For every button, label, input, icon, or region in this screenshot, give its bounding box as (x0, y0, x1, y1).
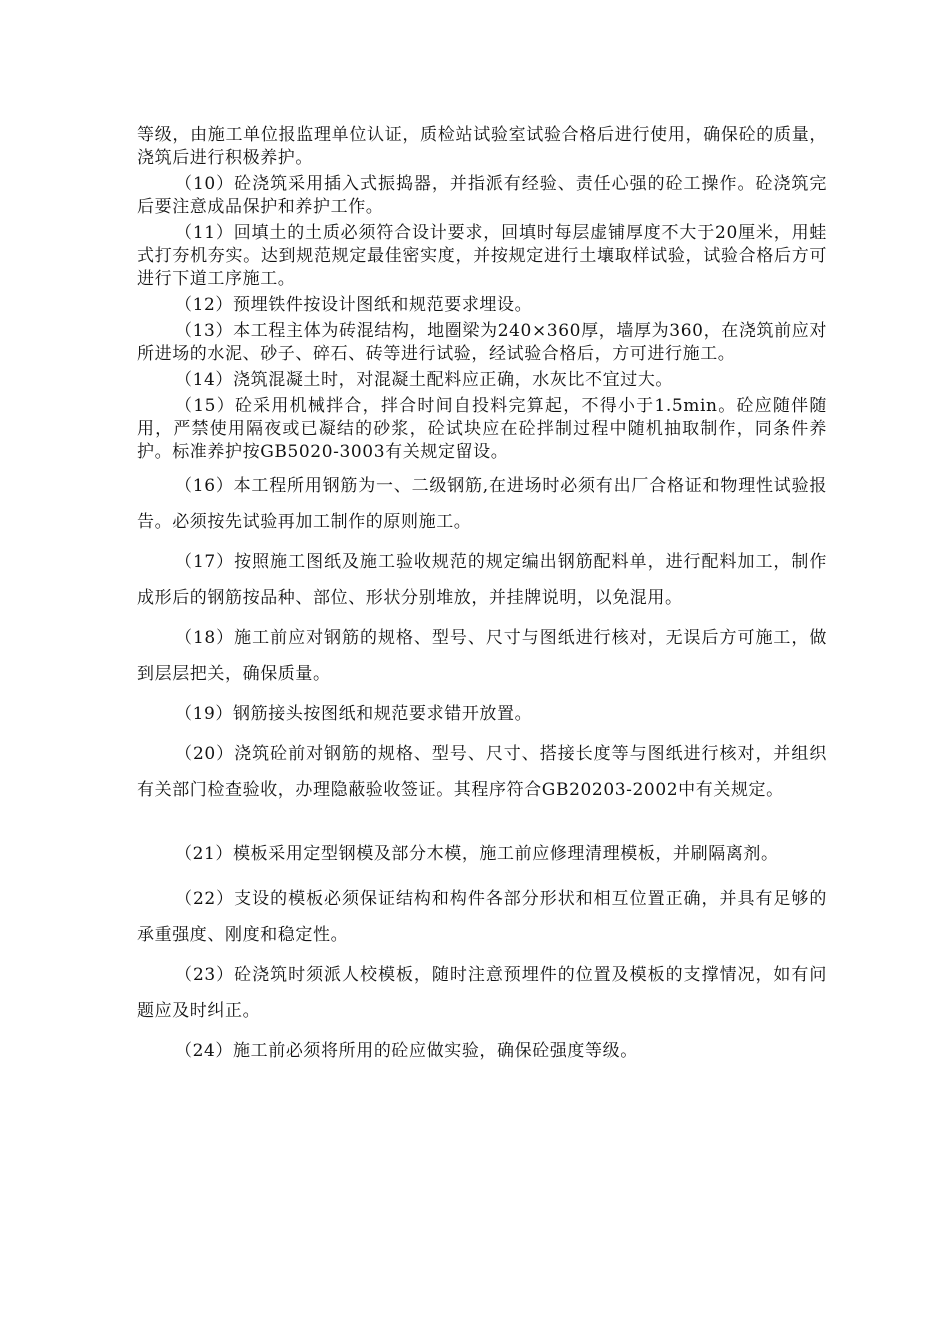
paragraph-14: （14）浇筑混凝土时，对混凝土配料应正确，水灰比不宜过大。 (175, 370, 674, 390)
paragraph-24: （24）施工前必须将所用的砼应做实验，确保砼强度等级。 (175, 1041, 638, 1061)
paragraph-continuation: 等级，由施工单位报监理单位认证，质检站试验室试验合格后进行使用，确保砼的质量，浇筑后进行积极养护。 (137, 125, 827, 168)
paragraph-16: （16）本工程所用钢筋为一、二级钢筋,在进场时必须有出厂合格证和物理性试验报告。必须按先试验再加工制作的原则施工。 (137, 476, 827, 532)
paragraph-15: （15）砼采用机械拌合，拌合时间自投料完算起，不得小于1.5min。砼应随伴随用，严禁使用隔夜或已凝结的砂浆，砼试块应在砼拌制过程中随机抽取制作，同条件养护。标准养护按GB5020-3003有关规定留设。 (137, 396, 827, 462)
paragraph-20: （20）浇筑砼前对钢筋的规格、型号、尺寸、搭接长度等与图纸进行核对，并组织有关部门检查验收，办理隐蔽验收签证。其程序符合GB20203-2002中有关规定。 (137, 744, 827, 800)
paragraph-12: （12）预埋铁件按设计图纸和规范要求埋设。 (175, 295, 533, 315)
paragraph-18: （18）施工前应对钢筋的规格、型号、尺寸与图纸进行核对，无误后方可施工，做到层层把关，确保质量。 (137, 628, 827, 684)
paragraph-23: （23）砼浇筑时须派人校模板，随时注意预埋件的位置及模板的支撑情况，如有问题应及时纠正。 (137, 965, 827, 1021)
paragraph-21: （21）模板采用定型钢模及部分木模，施工前应修理清理模板，并刷隔离剂。 (175, 844, 779, 864)
paragraph-13: （13）本工程主体为砖混结构，地圈梁为240×360厚，墙厚为360，在浇筑前应对所进场的水泥、砂子、碎石、砖等进行试验，经试验合格后，方可进行施工。 (137, 321, 827, 364)
document-body (137, 124, 827, 1069)
paragraph-22: （22）支设的模板必须保证结构和构件各部分形状和相互位置正确，并具有足够的承重强度、刚度和稳定性。 (137, 889, 827, 945)
paragraph-11: （11）回填土的土质必须符合设计要求，回填时每层虚铺厚度不大于20厘米，用蛙式打夯机夯实。达到规范规定最佳密实度，并按规定进行土壤取样试验，试验合格后方可进行下道工序施工。 (137, 223, 827, 289)
paragraph-17: （17）按照施工图纸及施工验收规范的规定编出钢筋配料单，进行配料加工，制作成形后的钢筋按品种、部位、形状分别堆放，并挂牌说明，以免混用。 (137, 552, 827, 608)
paragraph-10: （10）砼浇筑采用插入式振捣器，并指派有经验、责任心强的砼工操作。砼浇筑完后要注意成品保护和养护工作。 (137, 174, 827, 217)
paragraph-19: （19）钢筋接头按图纸和规范要求错开放置。 (175, 704, 533, 724)
